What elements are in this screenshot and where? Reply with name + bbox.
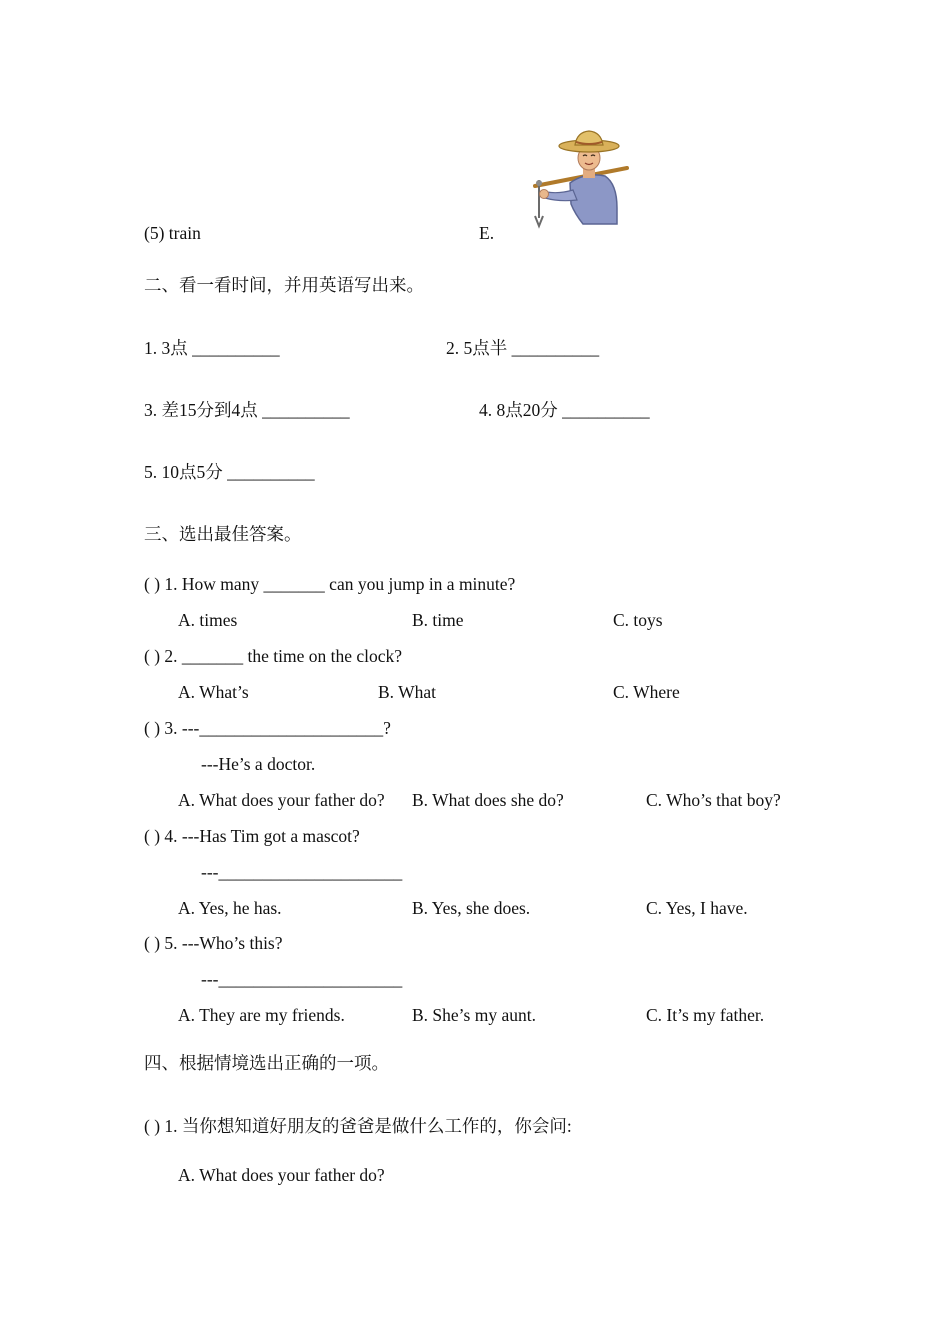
q2-option-a: A. What’s xyxy=(178,682,249,702)
q2-option-b: B. What xyxy=(378,682,437,702)
q1-option-b: B. time xyxy=(412,610,464,630)
section4-heading: 四、根据情境选出正确的一项。 xyxy=(144,1054,389,1074)
q3-option-c: C. Who’s that boy? xyxy=(646,790,781,810)
match-item-5: (5) train xyxy=(144,223,201,243)
q5-option-b: B. She’s my aunt. xyxy=(412,1005,536,1025)
q3-stem: ( ) 3. ---_____________________? xyxy=(144,718,391,738)
q2-option-c: C. Where xyxy=(613,682,680,702)
q4-option-c: C. Yes, I have. xyxy=(646,898,748,918)
time-item-2: 2. 5点半 __________ xyxy=(446,338,600,358)
farmer-hand xyxy=(540,190,549,199)
farmer-illustration xyxy=(525,128,631,234)
option-e-label: E. xyxy=(479,223,495,243)
q5-option-a: A. They are my friends. xyxy=(178,1005,345,1025)
q3-option-b: B. What does she do? xyxy=(412,790,564,810)
q4-option-b: B. Yes, she does. xyxy=(412,898,531,918)
q5-answer-line: ---_____________________ xyxy=(201,969,403,989)
section3-heading: 三、选出最佳答案。 xyxy=(144,525,302,545)
time-item-4: 4. 8点20分 __________ xyxy=(479,400,650,420)
farmer-arm xyxy=(545,190,577,201)
q4-stem: ( ) 4. ---Has Tim got a mascot? xyxy=(144,826,360,846)
time-item-3: 3. 差15分到4点 __________ xyxy=(144,400,350,420)
time-item-1: 1. 3点 __________ xyxy=(144,338,280,358)
s4-q1-stem: ( ) 1. 当你想知道好朋友的爸爸是做什么工作的，你会问: xyxy=(144,1116,572,1136)
pole-hook xyxy=(536,180,542,186)
q3-answer-line: ---He’s a doctor. xyxy=(201,754,316,774)
q2-stem: ( ) 2. _______ the time on the clock? xyxy=(144,646,403,666)
q5-option-c: C. It’s my father. xyxy=(646,1005,765,1025)
q4-option-a: A. Yes, he has. xyxy=(178,898,282,918)
q1-option-a: A. times xyxy=(178,610,238,630)
q1-option-c: C. toys xyxy=(613,610,663,630)
q5-stem: ( ) 5. ---Who’s this? xyxy=(144,933,283,953)
q1-stem: ( ) 1. How many _______ can you jump in a minute? xyxy=(144,574,516,594)
time-item-5: 5. 10点5分 __________ xyxy=(144,462,315,482)
s4-q1-option-a: A. What does your father do? xyxy=(178,1165,385,1185)
q3-option-a: A. What does your father do? xyxy=(178,790,385,810)
section2-heading: 二、看一看时间，并用英语写出来。 xyxy=(144,276,424,296)
q4-answer-line: ---_____________________ xyxy=(201,862,403,882)
